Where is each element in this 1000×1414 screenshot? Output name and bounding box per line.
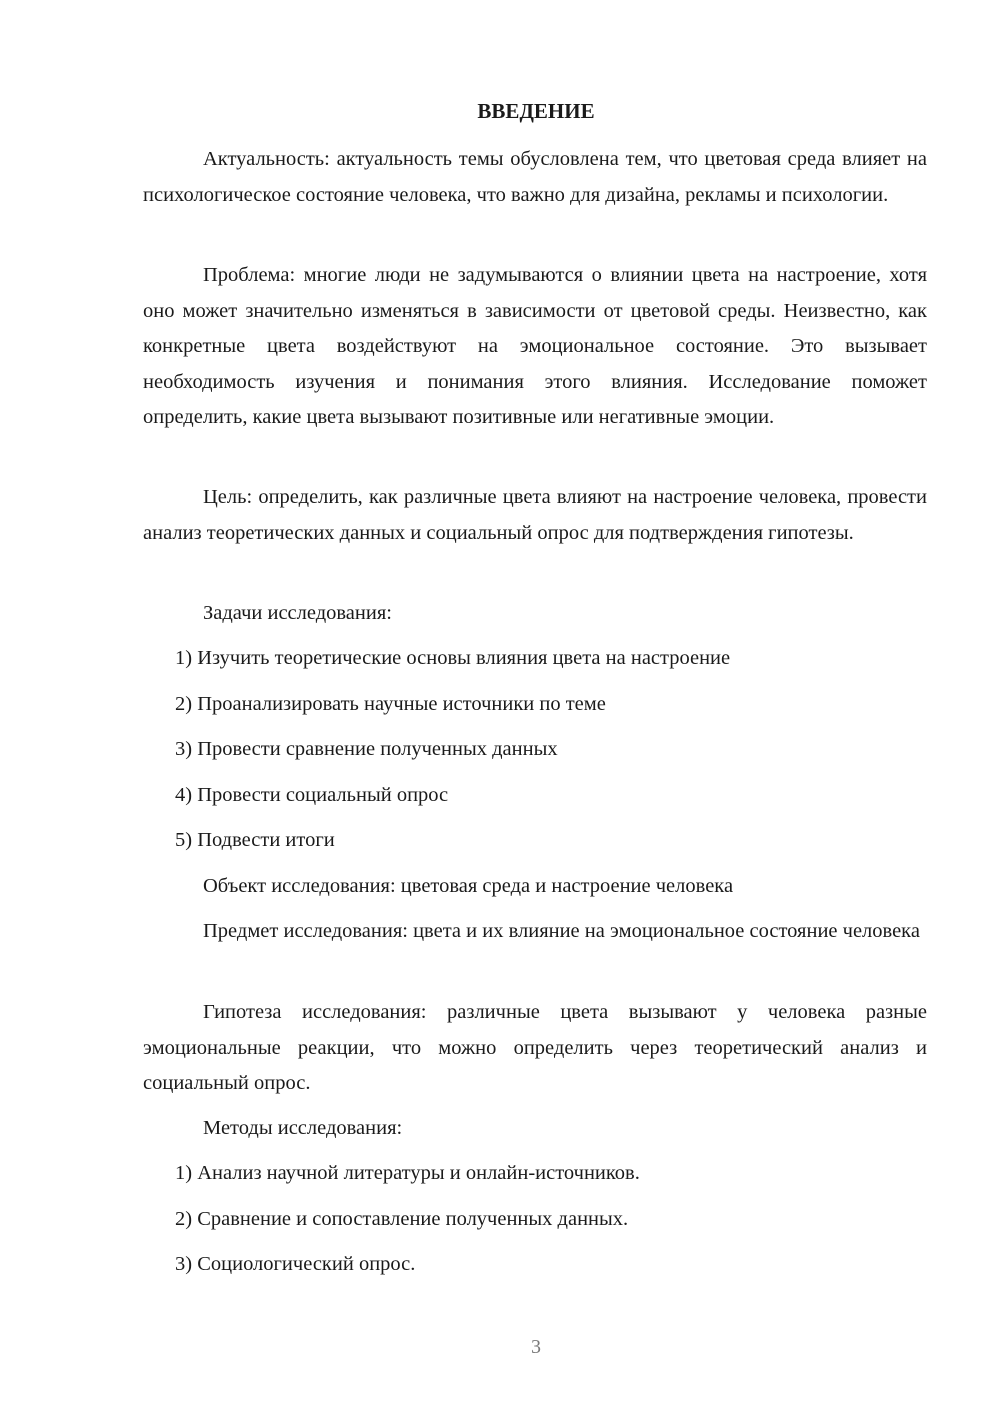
method-item: 2) Сравнение и сопоставление полученных данных.: [175, 1208, 629, 1230]
relevance-paragraph: Актуальность: актуальность темы обусловлена тем, что цветовая среда влияет на психологическое состояние человека, что важно для дизайна, рекламы и психологии.: [143, 148, 927, 206]
task-item: 5) Подвести итоги: [175, 829, 335, 851]
method-item: 1) Анализ научной литературы и онлайн-источников.: [175, 1162, 640, 1184]
problem-paragraph: Проблема: многие люди не задумываются о влиянии цвета на настроение, хотя оно может значительно изменяться в зависимости от цветовой среды. Неизвестно, как конкретные цвета воздействуют на эмоциональное состояние. Это вызывает необходимость изучения и понимания этого влияния. Исследование поможет определить, какие цвета вызывают позитивные или негативные эмоции.: [143, 264, 927, 428]
task-item: 3) Провести сравнение полученных данных: [175, 738, 558, 760]
goal-paragraph: Цель: определить, как различные цвета влияют на настроение человека, провести анализ теоретических данных и социальный опрос для подтверждения гипотезы.: [143, 486, 927, 544]
section-heading: ВВЕДЕНИЕ: [477, 99, 595, 123]
task-item: 2) Проанализировать научные источники по теме: [175, 693, 606, 715]
method-item: 3) Социологический опрос.: [175, 1253, 416, 1275]
page-number: 3: [531, 1336, 541, 1358]
hypothesis-paragraph: Гипотеза исследования: различные цвета вызывают у человека разные эмоциональные реакции, что можно определить через теоретический анализ и социальный опрос.: [143, 1001, 927, 1094]
tasks-label: Задачи исследования:: [203, 602, 392, 624]
task-item: 4) Провести социальный опрос: [175, 784, 449, 806]
methods-label: Методы исследования:: [203, 1117, 403, 1139]
object-statement: Объект исследования: цветовая среда и настроение человека: [203, 875, 734, 897]
subject-paragraph: Предмет исследования: цвета и их влияние на эмоциональное состояние человека: [203, 920, 920, 942]
task-item: 1) Изучить теоретические основы влияния цвета на настроение: [175, 647, 731, 669]
